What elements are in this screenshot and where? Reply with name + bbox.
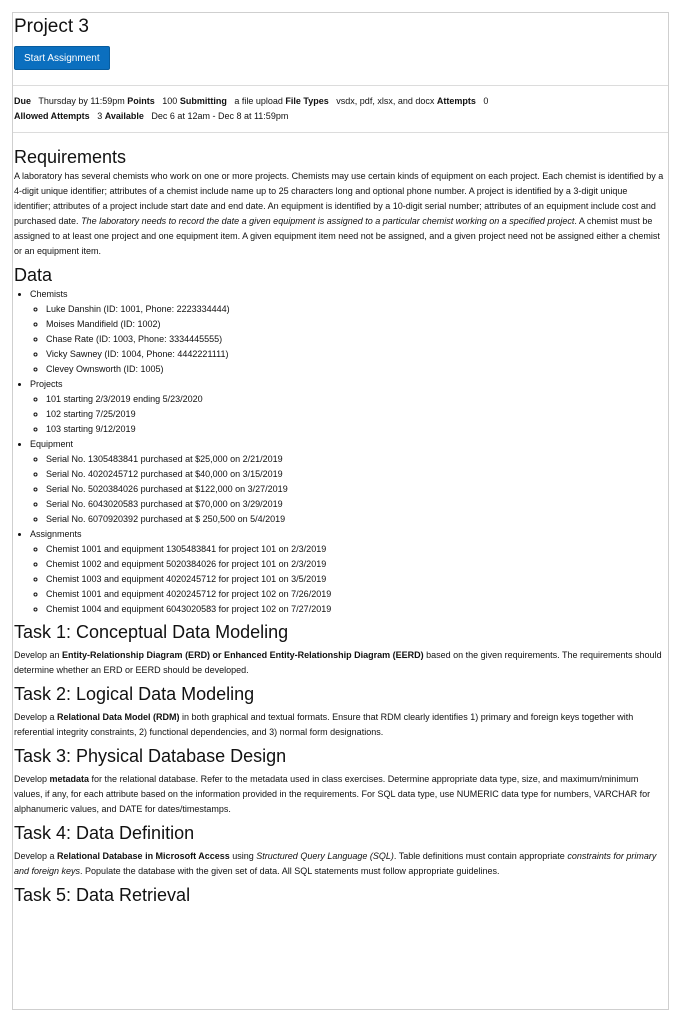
start-assignment-button[interactable]: Start Assignment — [14, 46, 110, 70]
list-item: ◦ Chemist 1003 and equipment 4020245712 for project 101 on 3/5/2019 — [46, 572, 666, 587]
task3-heading: Task 3: Physical Database Design — [14, 746, 287, 766]
requirements-text — [14, 169, 666, 259]
list-item: ◦ Serial No. 5020384026 purchased at $122,000 on 3/27/2019 — [46, 482, 666, 497]
assignment-header — [14, 15, 666, 70]
due-value: Thursday by 11:59pm — [38, 96, 125, 106]
task1-text-1: Develop an — [14, 650, 63, 660]
task4-text-3: . Table definitions must contain appropriate — [393, 851, 568, 861]
page-title: Project 3 — [14, 16, 89, 37]
task1-text-2: based on the given requirements. The requirements should determine whether an ERD or EERD should be developed. — [14, 650, 662, 675]
task2-text — [14, 710, 666, 740]
task4-text-4: . Populate the database with the given set of data. All SQL statements must follow appropriate guidelines. — [80, 866, 500, 876]
list-item: ◦ Chemist 1004 and equipment 6043020583 for project 102 on 7/27/2019 — [46, 602, 666, 617]
task1-heading: Task 1: Conceptual Data Modeling — [14, 622, 289, 642]
task5-heading: Task 5: Data Retrieval — [14, 885, 191, 905]
task3-text — [14, 772, 666, 817]
submitting-value: a file upload — [234, 96, 283, 106]
list-item: ◦ Serial No. 1305483841 purchased at $25,000 on 2/21/2019 — [46, 452, 666, 467]
data-group-items — [30, 302, 666, 377]
task2-bold: Relational Data Model (RDM) — [57, 712, 180, 722]
available-label: Available — [104, 111, 144, 121]
list-item: ◦ Luke Danshin (ID: 1001, Phone: 2223334444) — [46, 302, 666, 317]
task1-bold: Entity-Relationship Diagram (ERD) or Enhanced Entity-Relationship Diagram (EERD) — [62, 650, 424, 660]
list-item: ◦ Chase Rate (ID: 1003, Phone: 3334445555) — [46, 332, 666, 347]
task3-text-1: Develop — [14, 774, 50, 784]
file-types-label: File Types — [285, 96, 329, 106]
attempts-value: 0 — [483, 96, 489, 106]
list-item: ◦ 103 starting 9/12/2019 — [46, 422, 666, 437]
requirements-text-1: A laboratory has several chemists who work on one or more projects. Chemists may use certain kinds of equipment on each project. Each chemist is identified by a 4-digit unique identifier; attributes of a chemist include name up to 25 characters long and optional phone number. A project is identified by a 3-digit unique identifier; attributes of a project include start date and end date. An equipment is identified by a 10-digit serial number; attributes of an equipment include cost and purchased date. — [14, 171, 664, 226]
list-item: ◦ Serial No. 6070920392 purchased at $ 250,500 on 5/4/2019 — [46, 512, 666, 527]
data-heading: Data — [14, 265, 53, 285]
list-item: ◦ Clevey Ownsworth (ID: 1005) — [46, 362, 666, 377]
task4-italic-2: constraints for primary and foreign keys — [14, 851, 657, 876]
task4-text-1: Develop a — [14, 851, 58, 861]
list-item: ◦ Chemist 1002 and equipment 5020384026 for project 101 on 2/3/2019 — [46, 557, 666, 572]
task4-italic-1: Structured Query Language (SQL) — [256, 851, 394, 861]
list-item: ◦ Moises Mandifield (ID: 1002) — [46, 317, 666, 332]
requirements-text-italic: The laboratory needs to record the date a given equipment is assigned to a particular chemist working on a specified project — [81, 216, 575, 226]
data-group-label: Projects — [30, 379, 63, 389]
allowed-attempts-value: 3 — [97, 111, 103, 121]
available-value: Dec 6 at 12am - Dec 8 at 11:59pm — [151, 111, 289, 121]
data-group-items — [30, 392, 666, 437]
requirements-text-2: . A chemist must be assigned to at least one project and one equipment item. A given equipment item need not be assigned, and a given project need not be assigned either a chemist or an equipment item. — [14, 216, 660, 256]
divider-top — [13, 85, 668, 86]
data-group-label: Equipment — [30, 439, 74, 449]
data-group-items — [30, 542, 666, 617]
list-item: ◦ 101 starting 2/3/2019 ending 5/23/2020 — [46, 392, 666, 407]
task4-heading: Task 4: Data Definition — [14, 823, 195, 843]
task4-bold: Relational Database in Microsoft Access — [57, 851, 230, 861]
data-group — [30, 377, 666, 437]
requirements-heading: Requirements — [14, 147, 127, 167]
data-group-label: Assignments — [30, 529, 82, 539]
task2-text-2: in both graphical and textual formats. Ensure that RDM clearly identifies 1) primary and foreign keys together with referential integrity constraints, 2) functional dependencies, and 3) normal form designations. — [14, 712, 634, 737]
list-item: ◦ Chemist 1001 and equipment 4020245712 for project 102 on 7/26/2019 — [46, 587, 666, 602]
list-item: ◦ Serial No. 6043020583 purchased at $70,000 on 3/29/2019 — [46, 497, 666, 512]
data-group-label: Chemists — [30, 289, 68, 299]
data-group-items — [30, 452, 666, 527]
data-group — [30, 527, 666, 617]
assignment-details — [14, 94, 654, 124]
data-list — [14, 287, 666, 617]
details-row-2 — [14, 109, 654, 124]
task4-text — [14, 849, 666, 879]
list-item: ◦ 102 starting 7/25/2019 — [46, 407, 666, 422]
file-types-value: vsdx, pdf, xlsx, and docx — [336, 96, 435, 106]
task3-bold: metadata — [49, 774, 90, 784]
due-label: Due — [14, 96, 32, 106]
list-item: ◦ Chemist 1001 and equipment 1305483841 for project 101 on 2/3/2019 — [46, 542, 666, 557]
task2-text-1: Develop a — [14, 712, 58, 722]
points-label: Points — [127, 96, 155, 106]
details-row-1 — [14, 94, 654, 109]
divider-bottom — [13, 132, 668, 133]
list-item: ◦ Serial No. 4020245712 purchased at $40,000 on 3/15/2019 — [46, 467, 666, 482]
data-group — [30, 437, 666, 527]
attempts-label: Attempts — [436, 96, 476, 106]
submitting-label: Submitting — [179, 96, 227, 106]
assignment-description — [14, 145, 666, 907]
task2-heading: Task 2: Logical Data Modeling — [14, 684, 255, 704]
task3-text-2: for the relational database. Refer to the metadata used in class exercises. Determine appropriate data type, size, and maximum/minimum values, if any, for each attribute based on the information provided in the requirements. For SQL data type, use NUMERIC data type for numbers, VARCHAR for alphanumeric values, and DATE for dates/timestamps. — [14, 774, 651, 814]
points-value: 100 — [162, 96, 178, 106]
allowed-attempts-label: Allowed Attempts — [14, 111, 90, 121]
list-item: ◦ Vicky Sawney (ID: 1004, Phone: 4442221111) — [46, 347, 666, 362]
task1-text — [14, 648, 666, 678]
task4-text-2: using — [229, 851, 257, 861]
data-group — [30, 287, 666, 377]
